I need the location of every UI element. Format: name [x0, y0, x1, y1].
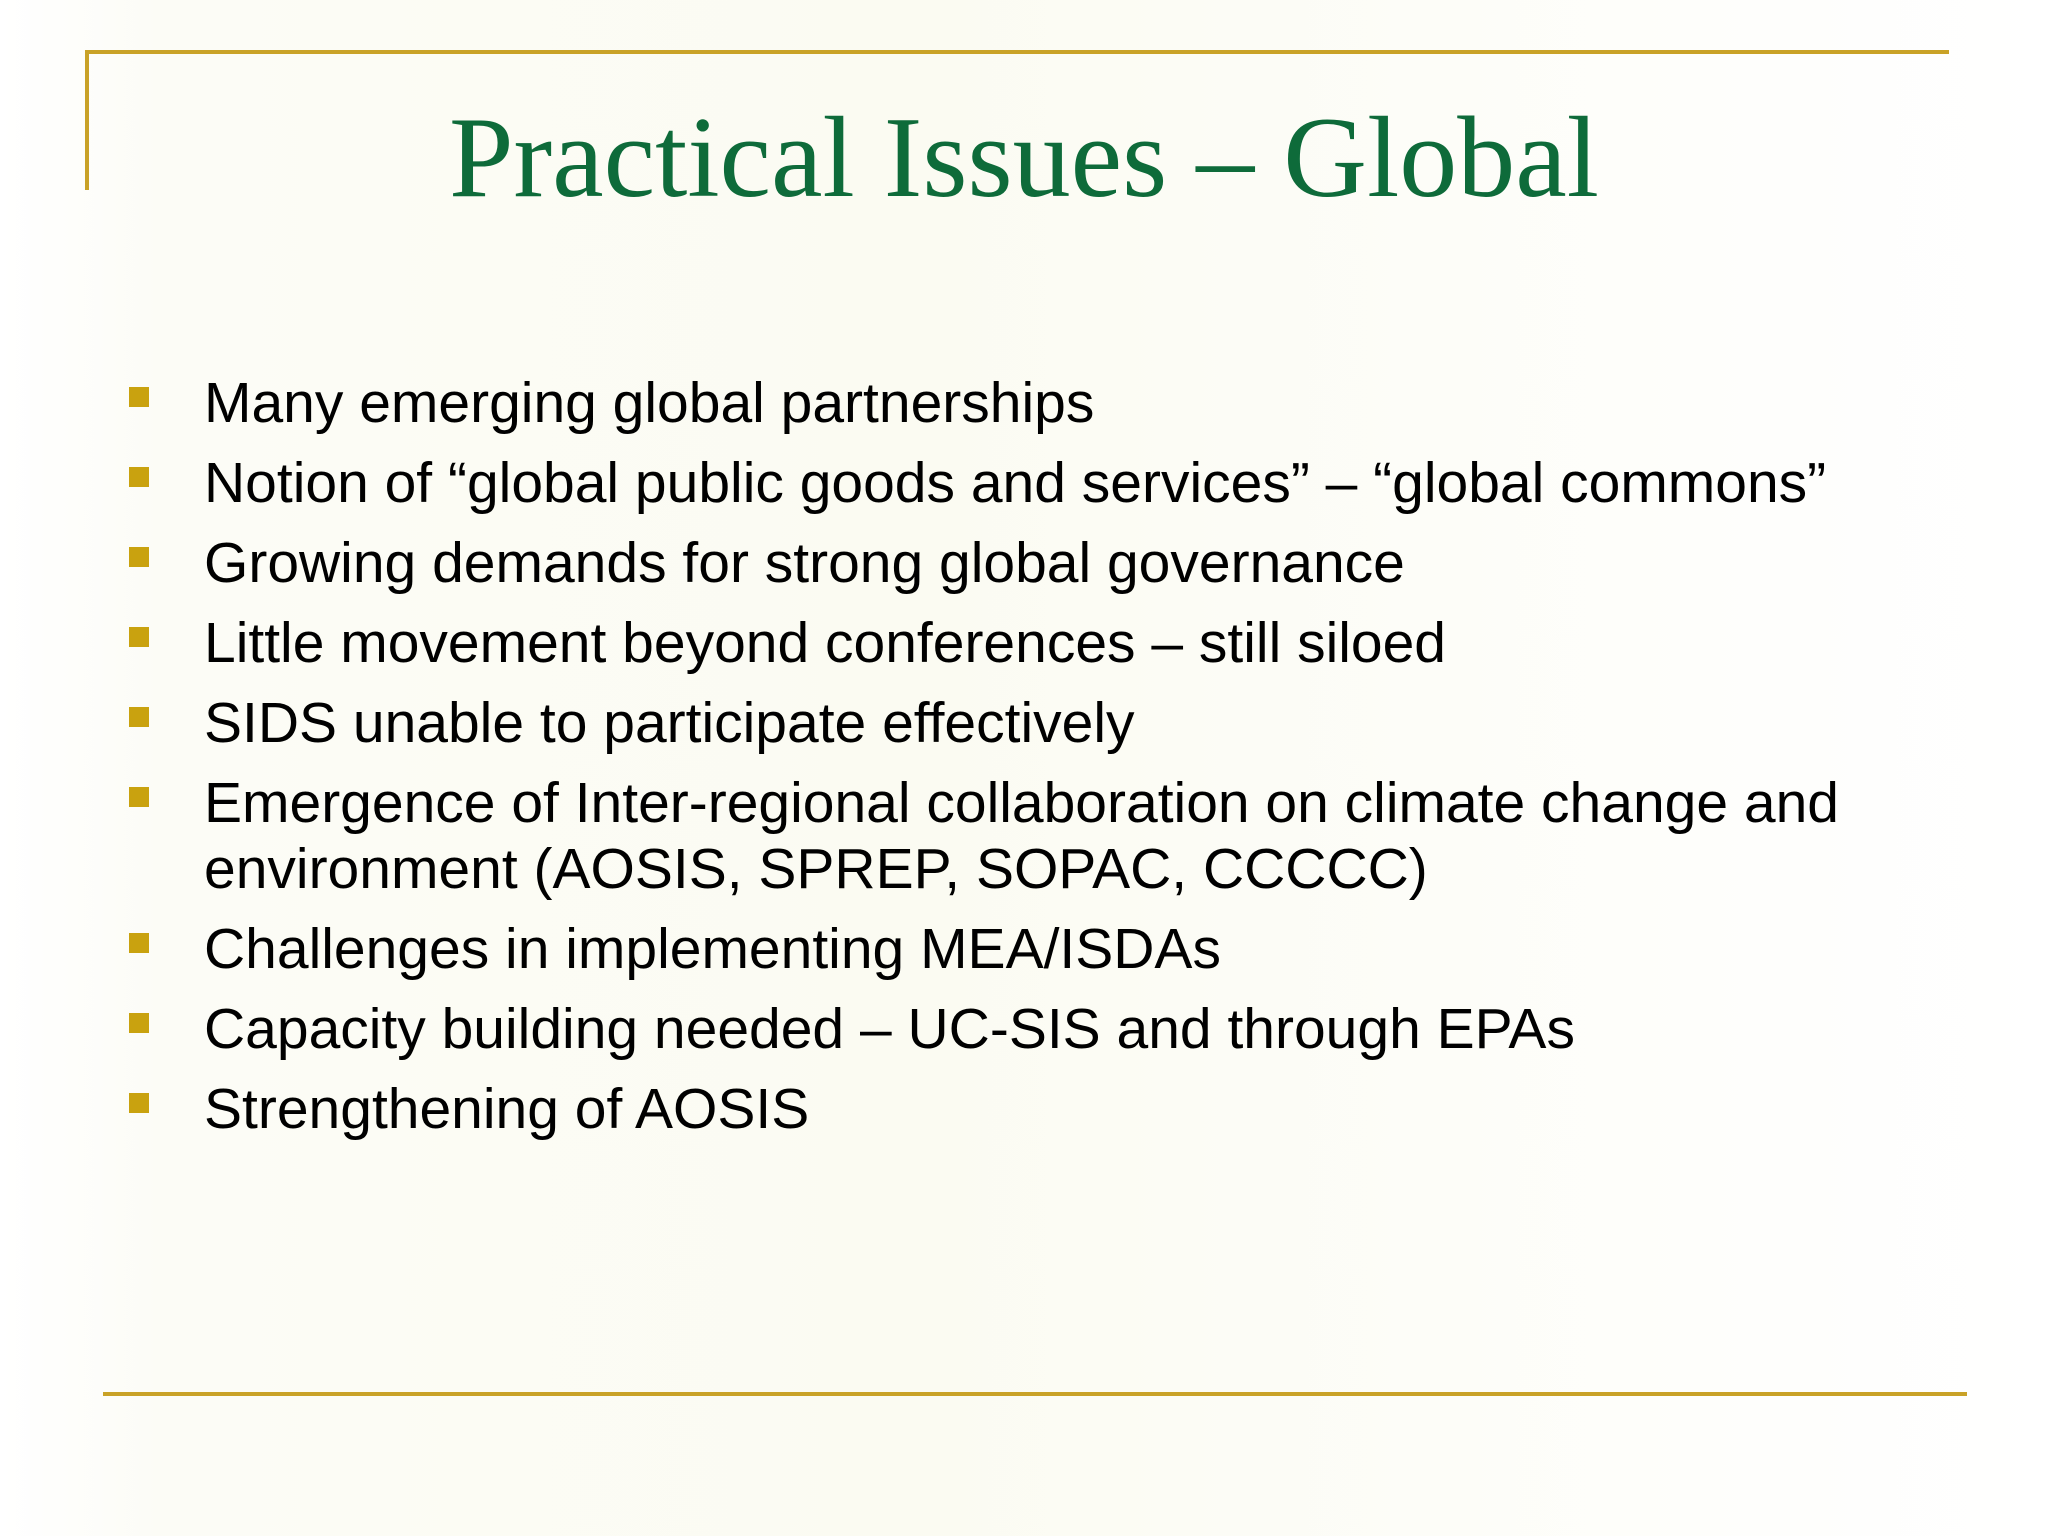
- bullet-text: Emergence of Inter-regional collaboration on climate change and environment (AOSIS, SPREP, SOPAC, CCCCC): [204, 771, 1839, 901]
- bullet-item: [120, 370, 2000, 436]
- bullet-item: [120, 916, 2000, 982]
- square-bullet-icon: [129, 707, 149, 727]
- bullet-item: [120, 1076, 2000, 1142]
- bullet-item: [120, 530, 2000, 596]
- frame-top-line: [85, 50, 1949, 54]
- bullet-text: SIDS unable to participate effectively: [204, 691, 1135, 755]
- square-bullet-icon: [129, 627, 149, 647]
- square-bullet-icon: [129, 1013, 149, 1033]
- bullet-item: [120, 450, 2000, 516]
- bullet-text: Strengthening of AOSIS: [204, 1077, 810, 1141]
- slide-title: Practical Issues – Global: [448, 94, 1600, 222]
- bullet-list: [120, 370, 2000, 1156]
- square-bullet-icon: [129, 787, 149, 807]
- square-bullet-icon: [129, 933, 149, 953]
- bullet-item: [120, 996, 2000, 1062]
- bullet-text: Many emerging global partnerships: [204, 371, 1095, 435]
- bullet-item: [120, 610, 2000, 676]
- square-bullet-icon: [129, 467, 149, 487]
- bullet-text: Capacity building needed – UC-SIS and through EPAs: [204, 997, 1575, 1061]
- bullet-text: Growing demands for strong global governance: [204, 531, 1405, 595]
- bullet-item: [120, 770, 2000, 902]
- square-bullet-icon: [129, 1093, 149, 1113]
- frame-bottom-line: [103, 1392, 1967, 1396]
- bullet-text: Challenges in implementing MEA/ISDAs: [204, 917, 1221, 981]
- bullet-text: Notion of “global public goods and services” – “global commons”: [204, 451, 1827, 515]
- bullet-text: Little movement beyond conferences – still siloed: [204, 611, 1447, 675]
- bullet-item: [120, 690, 2000, 756]
- square-bullet-icon: [129, 547, 149, 567]
- square-bullet-icon: [129, 387, 149, 407]
